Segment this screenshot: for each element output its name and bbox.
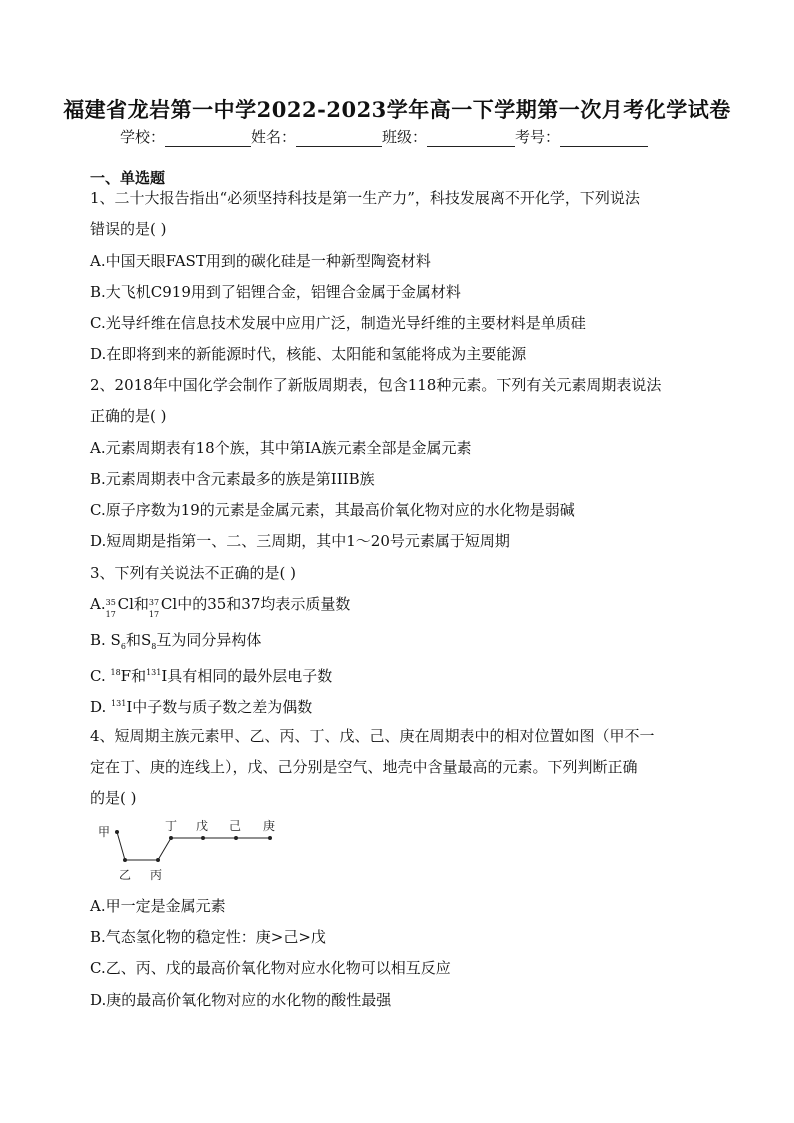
- q3-option-a[interactable]: [90, 594, 351, 619]
- dot-jia: [115, 830, 119, 834]
- q2-option-c[interactable]: C.原子序数为19的元素是金属元素，其最高价氧化物对应的水化物是弱碱: [90, 501, 575, 519]
- exam-number-label: 考号：: [515, 128, 561, 146]
- q3-c-prefix: C.: [90, 667, 111, 685]
- student-info-row: [120, 126, 680, 147]
- dot-yi: [123, 858, 127, 862]
- i131-d-mass: 131: [111, 699, 127, 708]
- cl37-symbol: Cl: [160, 595, 178, 613]
- label-geng: 庚: [263, 819, 276, 833]
- dot-ji: [234, 836, 238, 840]
- diagram-connector-line: [117, 832, 270, 860]
- school-label: 学校：: [120, 128, 166, 146]
- label-wu: 戊: [196, 819, 209, 833]
- dot-geng: [268, 836, 272, 840]
- dot-wu: [201, 836, 205, 840]
- class-label: 班级：: [382, 128, 428, 146]
- school-blank[interactable]: [165, 130, 251, 147]
- label-bing: 丙: [150, 868, 163, 882]
- label-yi: 乙: [119, 868, 132, 882]
- q4-option-d[interactable]: D.庚的最高价氧化物对应的水化物的酸性最强: [90, 991, 392, 1009]
- q4-option-b[interactable]: B.气态氢化物的稳定性：庚>己>戊: [90, 928, 326, 946]
- page-title: 福建省龙岩第一中学2022-2023学年高一下学期第一次月考化学试卷: [63, 97, 731, 122]
- q1-option-d[interactable]: D.在即将到来的新能源时代，核能、太阳能和氢能将成为主要能源: [90, 345, 527, 363]
- q2-option-d[interactable]: D.短周期是指第一、二、三周期，其中1～20号元素属于短周期: [90, 532, 510, 550]
- dot-bing: [156, 858, 160, 862]
- q3-option-d[interactable]: [90, 694, 312, 717]
- periodic-position-diagram: [94, 812, 294, 887]
- label-ji: 己: [229, 819, 242, 833]
- class-blank[interactable]: [427, 130, 515, 147]
- label-jia: 甲: [98, 825, 111, 839]
- q1-option-b[interactable]: B.大飞机C919用到了铝锂合金，铝锂合金属于金属材料: [90, 283, 461, 301]
- name-blank[interactable]: [296, 130, 382, 147]
- q3-d-text: I中子数与质子数之差为偶数: [126, 698, 313, 716]
- q3-b-prefix: B. S: [90, 631, 121, 649]
- q3-c-f: F和: [120, 667, 147, 685]
- q3-a-prefix: A.: [90, 595, 106, 613]
- f18-mass: 18: [110, 668, 121, 677]
- q3-option-b[interactable]: [90, 630, 261, 657]
- q2-stem-line1: 2、2018年中国化学会制作了新版周期表，包含118种元素。下列有关元素周期表说法: [90, 376, 662, 394]
- s6-subscript: 6: [120, 642, 126, 651]
- dot-ding: [169, 836, 173, 840]
- cl35-atomic: 17: [105, 610, 116, 619]
- q3-c-text: I具有相同的最外层电子数: [161, 667, 333, 685]
- q4-option-a[interactable]: A.甲一定是金属元素: [90, 897, 226, 915]
- q2-option-b[interactable]: B.元素周期表中含元素最多的族是第IIIB族: [90, 470, 375, 488]
- name-label: 姓名：: [251, 128, 297, 146]
- q3-a-text: 中的35和37均表示质量数: [177, 595, 351, 613]
- cl35-mass: 35: [105, 598, 116, 607]
- q1-option-a[interactable]: A.中国天眼FAST用到的碳化硅是一种新型陶瓷材料: [90, 252, 431, 270]
- q2-stem-line2: 正确的是( ): [90, 407, 167, 425]
- label-ding: 丁: [165, 819, 178, 833]
- cl37-mass: 37: [148, 598, 160, 607]
- q3-d-prefix: D.: [90, 698, 112, 716]
- q4-stem-line2: 定在丁、庚的连线上），戊、己分别是空气、地壳中含量最高的元素。下列判断正确: [90, 758, 638, 776]
- cl37-isotope: [148, 595, 161, 619]
- q1-option-c[interactable]: C.光导纤维在信息技术发展中应用广泛，制造光导纤维的主要材料是单质硅: [90, 314, 586, 332]
- q1-stem-line1: 1、二十大报告指出“必须坚持科技是第一生产力”，科技发展离不开化学，下列说法: [90, 189, 640, 207]
- q3-b-mid: 和S: [125, 631, 152, 649]
- q2-option-a[interactable]: A.元素周期表有18个族，其中第IA族元素全部是金属元素: [90, 439, 472, 457]
- q4-stem-line3: 的是( ): [90, 789, 137, 807]
- section-heading: 一、单选题: [90, 169, 166, 187]
- q3-option-c[interactable]: [90, 663, 332, 686]
- cl37-atomic: 17: [148, 610, 160, 619]
- q3-b-text: 互为同分异构体: [156, 631, 262, 649]
- i131-mass: 131: [146, 668, 162, 677]
- exam-number-blank[interactable]: [560, 130, 648, 147]
- q3-stem: 3、下列有关说法不正确的是( ): [90, 564, 297, 582]
- q4-option-c[interactable]: C.乙、丙、戊的最高价氧化物对应水化物可以相互反应: [90, 959, 451, 977]
- s8-subscript: 8: [151, 642, 157, 651]
- cl35-symbol: Cl: [117, 595, 134, 613]
- q4-stem-line1: 4、短周期主族元素甲、乙、丙、丁、戊、己、庚在周期表中的相对位置如图（甲不一: [90, 727, 655, 745]
- q1-stem-line2: 错误的是( ): [90, 220, 167, 238]
- q3-a-and: 和: [133, 595, 149, 613]
- cl35-isotope: [105, 595, 118, 619]
